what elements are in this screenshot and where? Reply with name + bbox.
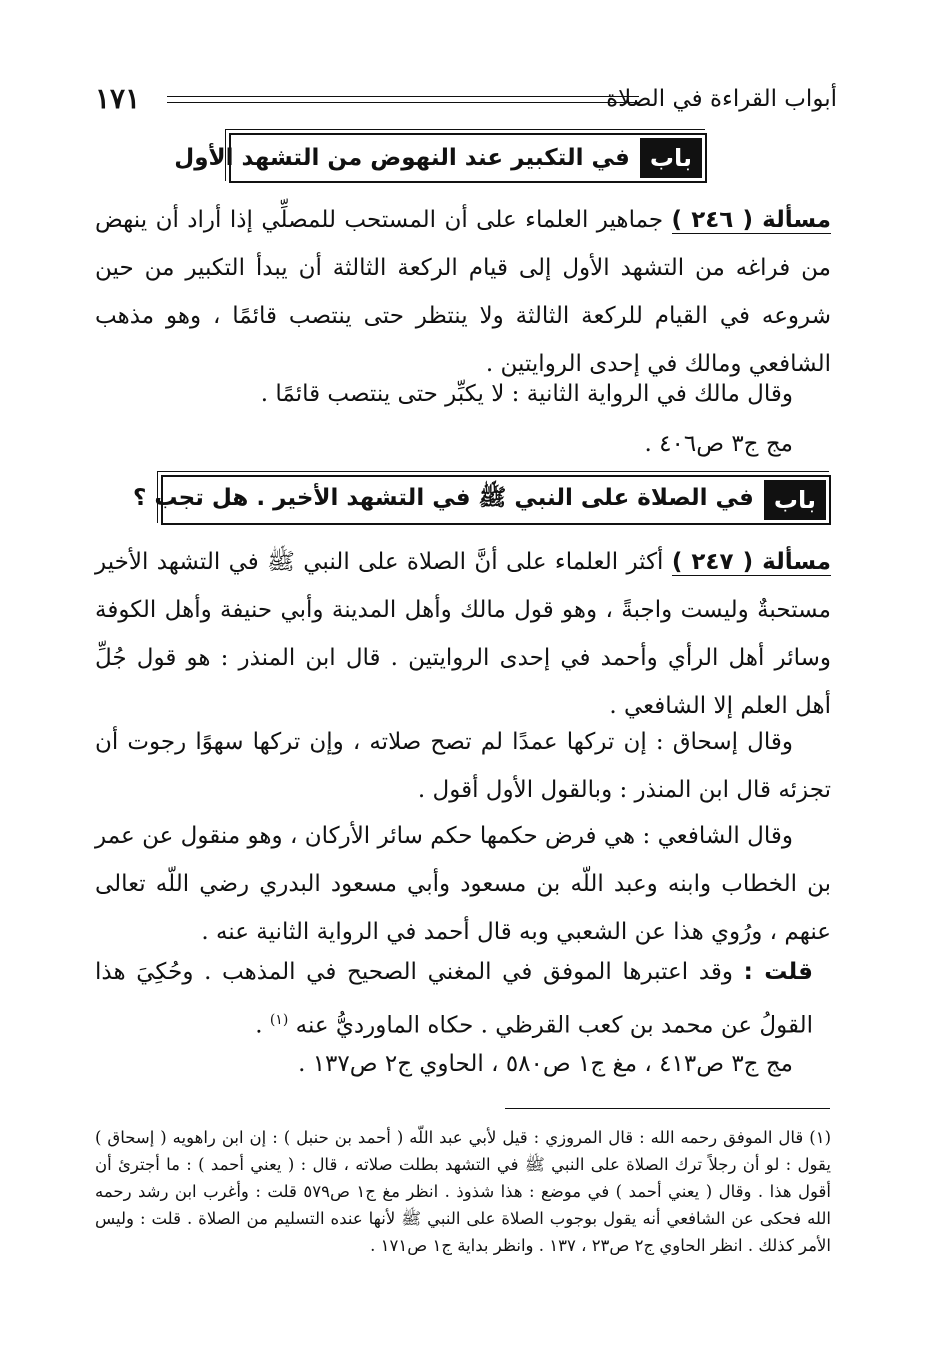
section-title-1: في التكبير عند النهوض من التشهد الأول (174, 145, 630, 171)
section-2-paragraph-1 (95, 538, 831, 730)
section-2-paragraph-2: وقال إسحاق : إن تركها عمدًا لم تصح صلاته ، وإن تركها سهوًا رجوت أن تجزئه قال ابن المنذر : وبالقول الأول أقول . (95, 729, 831, 803)
qultu-text-end: . (255, 1012, 270, 1039)
masala-246-label: مسألة ( ٢٤٦ ) (671, 207, 831, 233)
qultu-text: وقد اعتبرها الموفق في المغني الصحيح في المذهب . وحُكِيَ هذا القولُ عن محمد بن كعب القرظي . حكاه الماورديُّ عنه (95, 959, 813, 1039)
page-number: ١٧١ (95, 82, 141, 115)
masala-247-text: أكثر العلماء على أنَّ الصلاة على النبي ﷺ في التشهد الأخير مستحبةٌ وليست واجبةً ، وهو قول مالك وأهل المدينة وأبي حنيفة وأهل الكوفة وسائر أهل الرأي وأحمد في إحدى الروايتين . قال ابن المنذر : هو قول جُلِّ أهل العلم إلا الشافعي . (95, 549, 831, 719)
section-1-reference: مج ج٣ ص٤٠٦ . (644, 431, 793, 457)
masala-246-text: جماهير العلماء على أن المستحب للمصلِّي إذا أراد أن ينهض من فراغه من التشهد الأول إلى قيام الركعة الثالثة أن يبدأ التكبير من حين شروعه في القيام للركعة الثالثة ولا ينتظر حتى ينتصب قائمًا ، وهو مذهب الشافعي ومالك في إحدى الروايتين . (95, 207, 831, 377)
section-2-paragraph-3: وقال الشافعي : هي فرض حكمها حكم سائر الأركان ، وهو منقول عن عمر بن الخطاب وابنه وعبد اللّه بن مسعود وأبي مسعود البدري رضي اللّه تعالى عنهم ، ورُوي هذا عن الشعبي وبه قال أحمد في الرواية الثانية عنه . (95, 823, 831, 945)
section-1-paragraph-1 (95, 196, 831, 388)
section-1-paragraph-2: وقال مالك في الرواية الثانية : لا يكبِّر حتى ينتصب قائمًا . (260, 381, 793, 407)
header-double-rule (167, 96, 639, 103)
qultu-label: قلت : (743, 959, 813, 985)
running-header (95, 82, 837, 122)
bab-label: باب (640, 138, 702, 178)
section-heading-2 (132, 475, 831, 525)
footnote-1: (١) قال الموفق رحمه الله : قال المروزي : قيل لأبي عبد اللّه ( أحمد بن حنبل ) : إن ابن راهويه ( إسحاق ) يقول : لو أن رجلاً ترك الصلاة على النبي ﷺ في التشهد بطلت صلاته ، قال : ( يعني أحمد ) : ما أجترئ أن أقول هذا . وقال ( يعني أحمد ) في موضع : هذا شذوذ . انظر مغ ج١ ص٥٧٩ قلت : وأغرب ابن رشد رحمه الله فحكى عن الشافعي أنه يقول بوجوب الصلاة على النبي ﷺ لأنها عنده التسليم من الصلاة . قلت : وليس الأمر كذلك . انظر الحاوي ج٢ ص٢٣ ، ١٣٧ . وانظر بداية ج١ ص١٧١ . (95, 1128, 831, 1255)
section-heading-1 (174, 133, 707, 183)
section-2-reference: مج ج٣ ص٤١٣ ، مغ ج١ ص٥٨٠ ، الحاوي ج٢ ص١٣٧ . (298, 1051, 793, 1077)
masala-247-label: مسألة ( ٢٤٧ ) (671, 549, 831, 575)
section-2-paragraph-4 (95, 948, 831, 1050)
section-title-2: في الصلاة على النبي ﷺ في التشهد الأخير . هل تجب ؟ (132, 485, 754, 511)
footnote-rule (505, 1108, 830, 1109)
bab-label: باب (764, 480, 826, 520)
running-title: أبواب القراءة في الصلاة (606, 86, 837, 112)
footnote-marker[interactable]: (١) (269, 1012, 289, 1028)
